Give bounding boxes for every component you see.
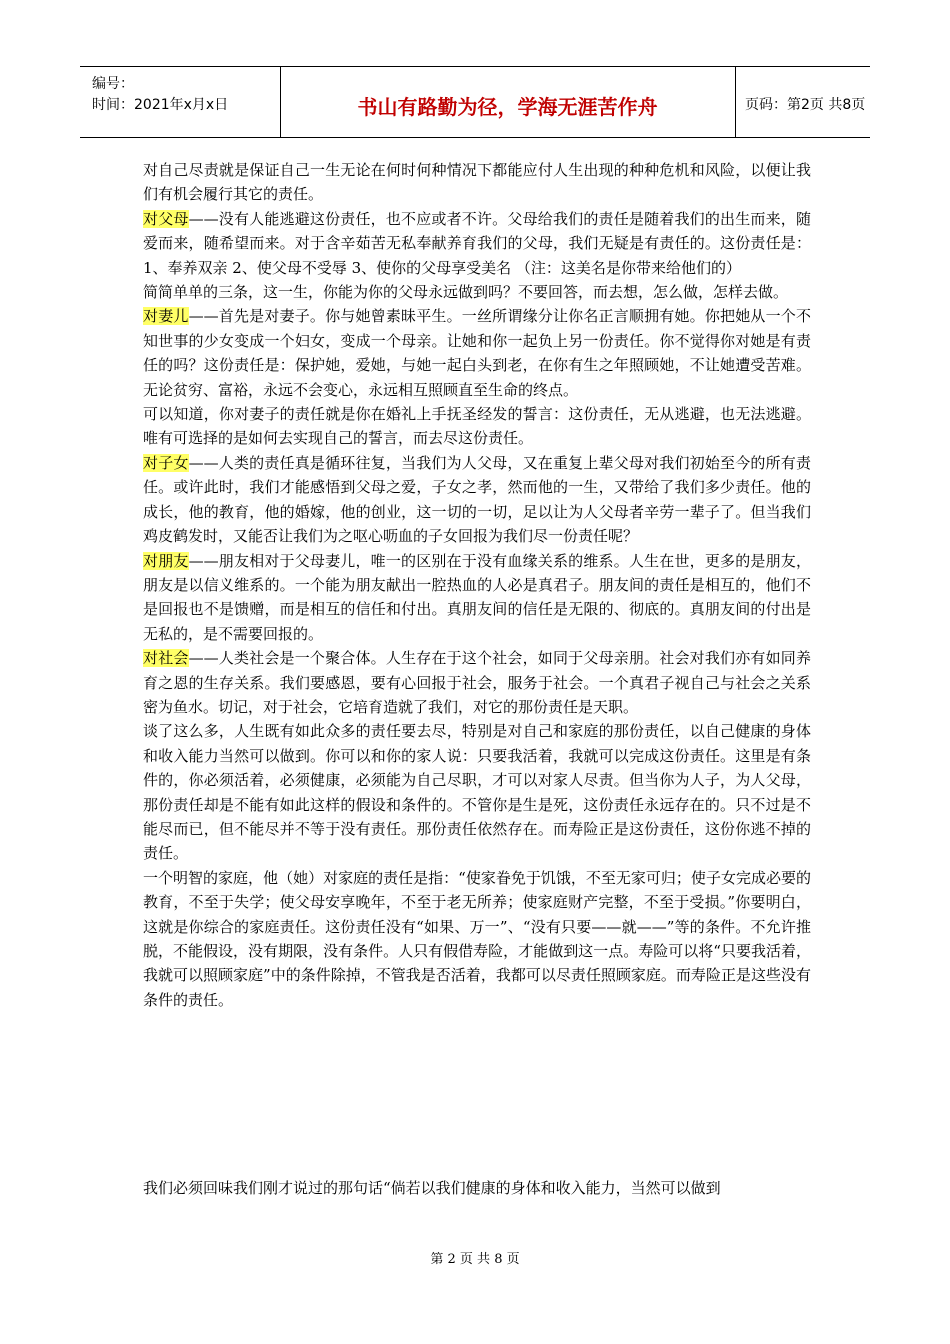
paragraph: 一个明智的家庭，他（她）对家庭的责任是指：“使家眷免于饥饿，不至无家可归；使子女完成必要的教育，不至于失学；使父母安享晚年，不至于老无所养；使家庭财产完整，不至于受损。”你要明白，这就是你综合的家庭责任。这份责任没有“如果、万一”、“没有只要——就——”等的条件。不允许推脱，不能假设，没有期限，没有条件。人只有假借寿险，才能做到这一点。寿险可以将“只要我活着，我就可以照顾家庭”中的条件除掉，不管我是否活着，我都可以尽责任照顾家庭。而寿险正是这些没有条件的责任。 xyxy=(143,868,811,1009)
highlighted-heading: 对妻儿 xyxy=(143,307,189,326)
page-header xyxy=(80,66,870,138)
final-line: 我们必须回味我们刚才说过的那句话“倘若以我们健康的身体和收入能力，当然可以做到 xyxy=(143,1179,721,1197)
paragraph: 对妻儿——首先是对妻子。你与她曾素昧平生。一丝所谓缘分让你名正言顺拥有她。你把她从一个不知世事的少女变成一个妇女，变成一个母亲。让她和你一起负上另一份责任。你不觉得你对她是有责任的吗？这份责任是：保护她，爱她，与她一起白头到老，在你有生之年照顾她，不让她遭受苦难。无论贫穷、富裕，永远不会变心，永远相互照顾直至生命的终点。 xyxy=(143,307,811,399)
paragraph: 对朋友——朋友相对于父母妻儿，唯一的区别在于没有血缘关系的维系。人生在世，更多的是朋友，朋友是以信义维系的。一个能为朋友献出一腔热血的人必是真君子。朋友间的责任是相互的，他们不是回报也不是馈赠，而是相互的信任和付出。真朋友间的信任是无限的、彻底的。真朋友间的付出是无私的，是不需要回报的。 xyxy=(143,551,811,643)
number-label: 编号： xyxy=(92,76,134,92)
paragraph: 对子女——人类的责任真是循环往复，当我们为人父母，又在重复上辈父母对我们初始至今的所有责任。或许此时，我们才能感悟到父母之爱，子女之孝，然而他的一生，又带给了我们多少责任。他的成长，他的教育，他的婚嫁，他的创业，这一切的一切，足以让为人父母者辛劳一辈子了。但当我们鸡皮鹤发时，又能否让我们为之呕心呖血的子女回报为我们尽一份责任呢？ xyxy=(143,453,811,546)
header-motto-cell xyxy=(280,67,736,137)
header-page-cell xyxy=(735,67,870,137)
motto: 书山有路勤为径，学海无涯苦作舟 xyxy=(357,95,658,119)
header-meta-cell xyxy=(80,67,281,137)
highlighted-heading: 对社会 xyxy=(143,649,189,668)
body-content xyxy=(143,158,811,1012)
highlighted-heading: 对朋友 xyxy=(143,551,189,570)
paragraph: 对自己尽责就是保证自己一生无论在何时何种情况下都能应付人生出现的种种危机和风险，以便让我们有机会履行其它的责任。 xyxy=(143,161,811,204)
highlighted-heading: 对父母 xyxy=(143,209,189,228)
paragraph: 对社会——人类社会是一个聚合体。人生存在于这个社会，如同于父母亲朋。社会对我们亦有如同养育之恩的生存关系。我们要感恩，要有心回报于社会，服务于社会。一个真君子视自己与社会之关系密为鱼水。切记，对于社会，它培育造就了我们，对它的那份责任是天职。 xyxy=(143,649,811,716)
paragraph: 对父母——没有人能逃避这份责任，也不应或者不许。父母给我们的责任是随着我们的出生而来，随爱而来，随希望而来。对于含辛茹苦无私奉献养育我们的父母，我们无疑是有责任的。这份责任是：1、奉养双亲 2、使父母不受辱 3、使你的父母享受美名 （注：这美名是你带来给他们的） xyxy=(143,209,811,277)
page-code: 页码：第2页 共8页 xyxy=(745,97,866,113)
paragraph: 谈了这么多，人生既有如此众多的责任要去尽，特别是对自己和家庭的那份责任，以自己健康的身体和收入能力当然可以做到。你可以和你的家人说：只要我活着，我就可以完成这份责任。这里是有条件的，你必须活着，必须健康，必须能为自己尽职，才可以对家人尽责。但当你为人子，为人父母，那份责任却是不能有如此这样的假设和条件的。不管你是生是死，这份责任永远存在的。只不过是不能尽而已，但不能尽并不等于没有责任。那份责任依然存在。而寿险正是这份责任，这份你逃不掉的责任。 xyxy=(143,722,811,863)
time-label: 时间：2021年x月x日 xyxy=(92,97,229,113)
paragraph: 可以知道，你对妻子的责任就是你在婚礼上手抚圣经发的誓言：这份责任，无从逃避，也无法逃避。唯有可选择的是如何去实现自己的誓言，而去尽这份责任。 xyxy=(143,405,811,448)
page-footer: 第 2 页 共 8 页 xyxy=(430,1252,520,1267)
highlighted-heading: 对子女 xyxy=(143,453,189,472)
paragraph: 简简单单的三条，这一生，你能为你的父母永远做到吗？不要回答，而去想，怎么做，怎样去做。 xyxy=(143,283,789,302)
